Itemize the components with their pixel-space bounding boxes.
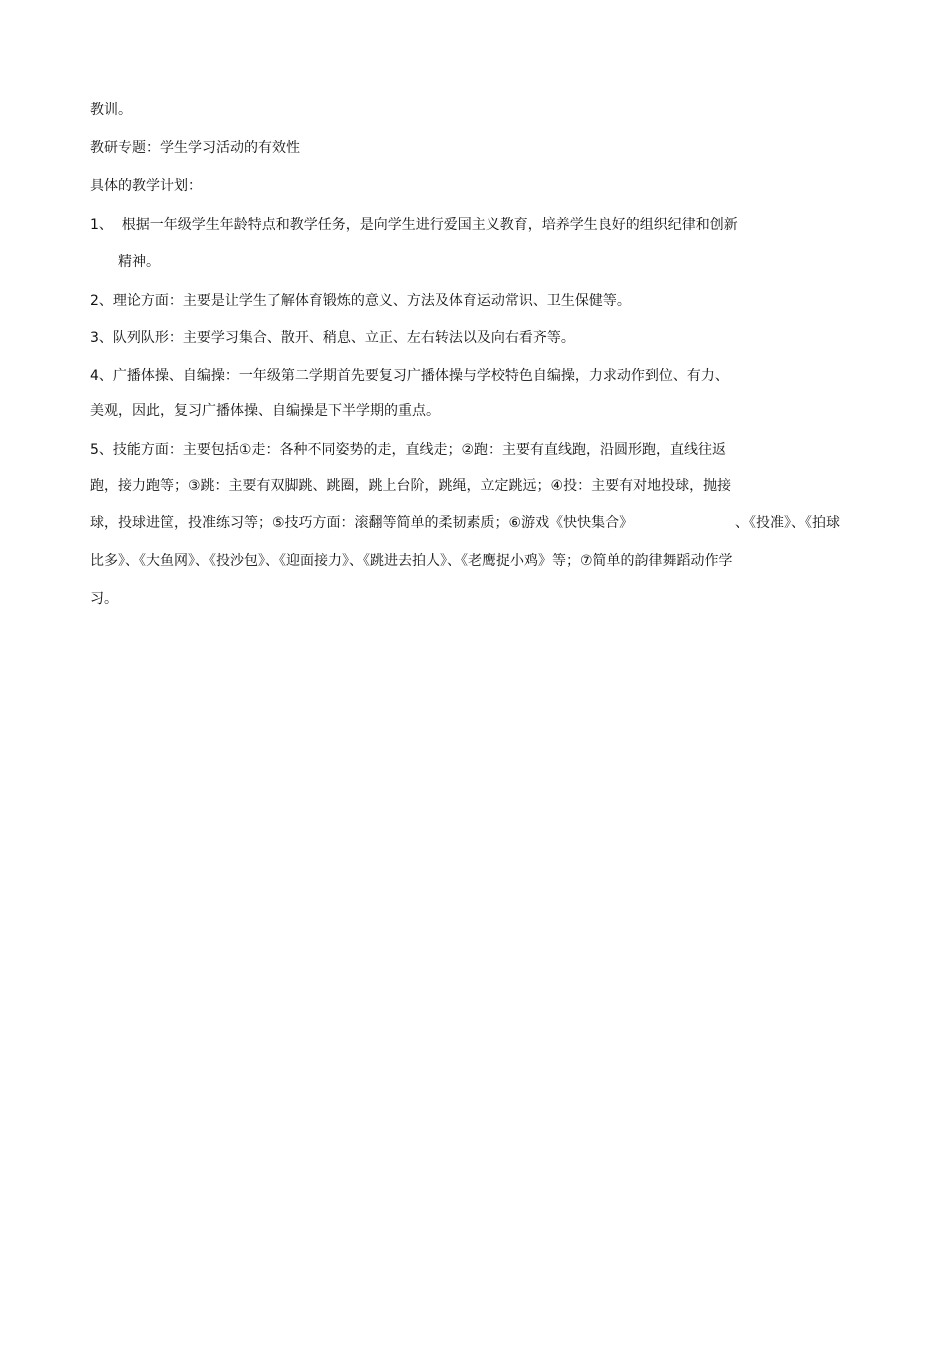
text-line-1: 教训。 (90, 102, 132, 118)
text-line-5: 精神。 (118, 254, 160, 270)
text-line-10: 5、技能方面：主要包括①走：各种不同姿势的走，直线走；②跑：主要有直线跑，沿圆形跑，直线往返 (90, 442, 727, 458)
text-line-3: 具体的教学计划： (90, 178, 202, 194)
text-line-8: 4、广播体操、自编操：一年级第二学期首先要复习广播体操与学校特色自编操，力求动作到位、有力、 (90, 368, 729, 384)
text-line-12a: 球，投球进筐，投准练习等；⑤技巧方面：滚翻等简单的柔韧素质；⑥游戏《快快集合》 (90, 515, 634, 531)
text-line-4: 1、 根据一年级学生年龄特点和教学任务，是向学生进行爱国主义教育，培养学生良好的组织纪律和创新 (90, 217, 738, 233)
text-line-9: 美观，因此，复习广播体操、自编操是下半学期的重点。 (90, 403, 440, 419)
text-line-12b: 、《投准》、《拍球 (735, 515, 840, 531)
text-line-2: 教研专题：学生学习活动的有效性 (90, 140, 300, 156)
text-line-6: 2、理论方面：主要是让学生了解体育锻炼的意义、方法及体育运动常识、卫生保健等。 (90, 293, 631, 309)
text-line-14: 习。 (90, 591, 118, 607)
text-line-13: 比多》、《大鱼网》、《投沙包》、《迎面接力》、《跳进去拍人》、《老鹰捉小鸡》等；⑦简单的韵律舞蹈动作学 (90, 553, 733, 569)
text-line-7: 3、队列队形：主要学习集合、散开、稍息、立正、左右转法以及向右看齐等。 (90, 330, 575, 346)
text-line-11: 跑，接力跑等；③跳：主要有双脚跳、跳圈，跳上台阶，跳绳，立定跳远；④投：主要有对地投球，抛接 (90, 478, 732, 494)
